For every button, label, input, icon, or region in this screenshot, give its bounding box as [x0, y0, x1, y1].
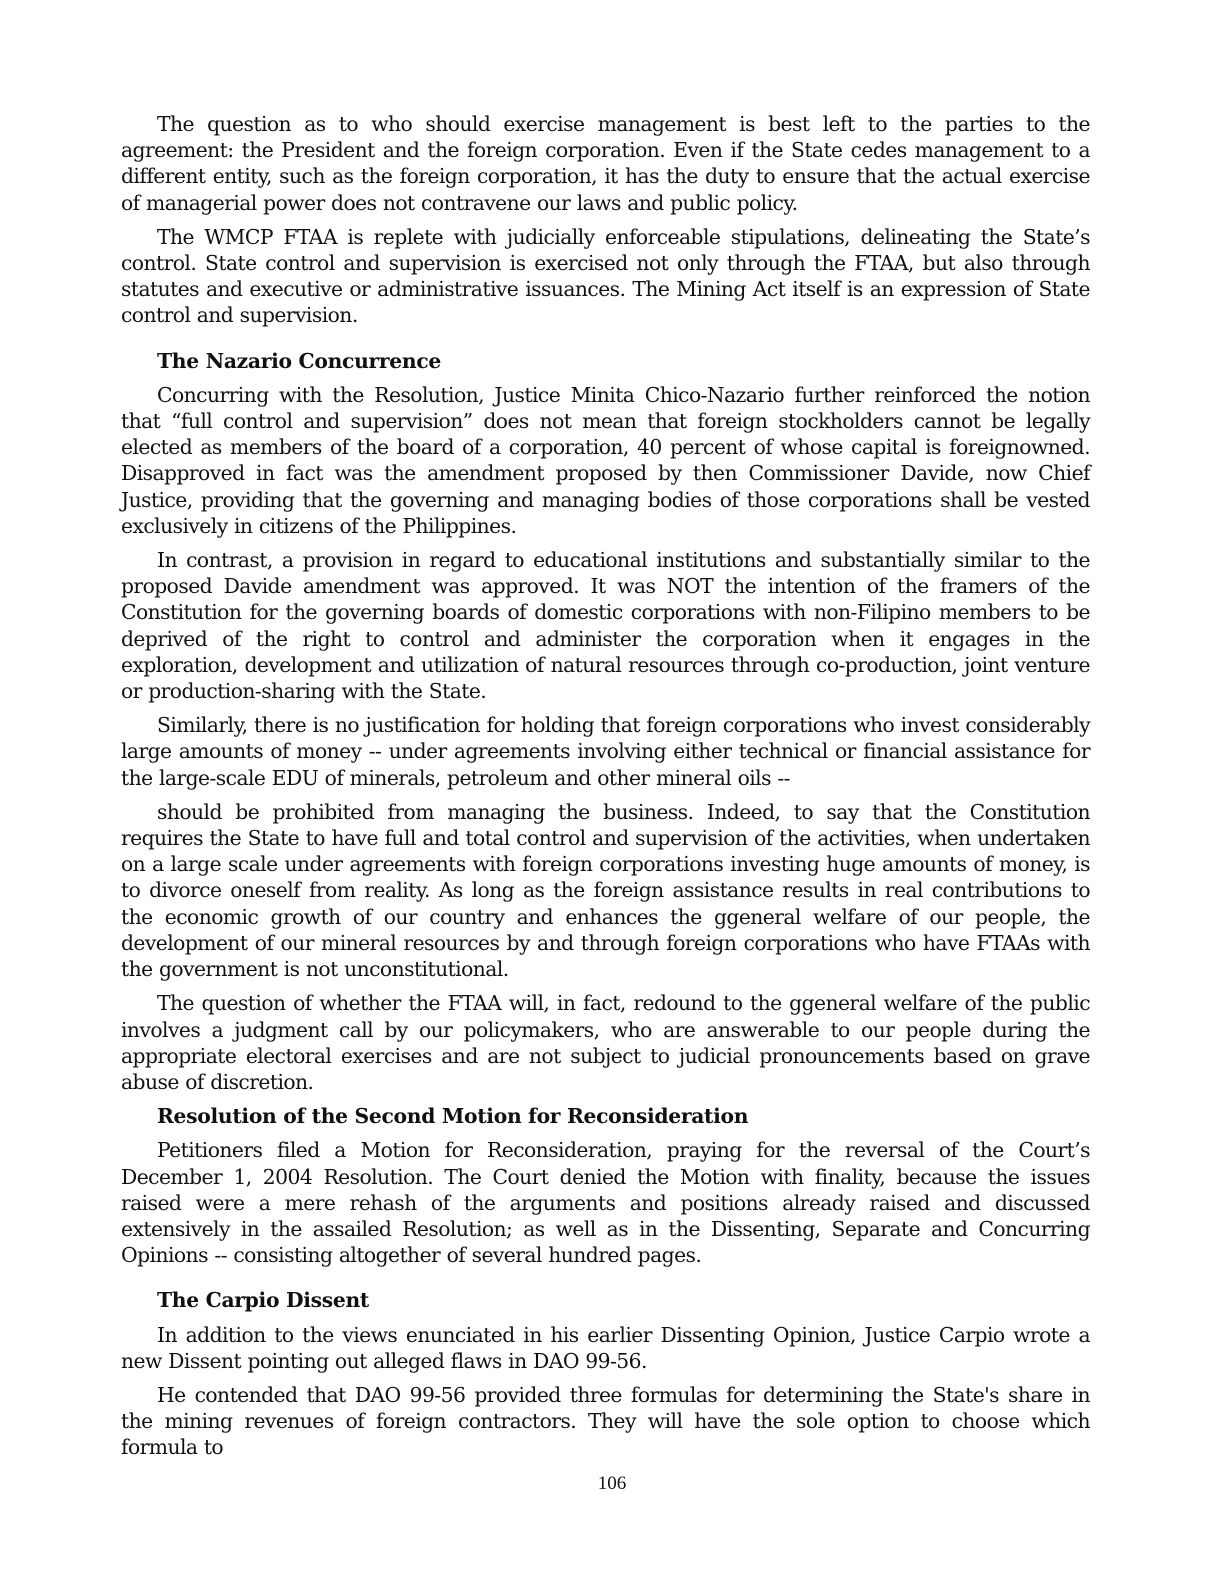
section-heading-carpio-dissent: The Carpio Dissent: [157, 1288, 369, 1313]
paragraph-management: The question as to who should exercise management is best left to the parties to the agreement: the President and the foreign corporation. Even if the State cedes management to a different entity, such as the foreign corporation, it has the duty to ensure that the actual exercise of managerial power does not contravene our laws and public policy.: [121, 112, 1090, 215]
page-number: 106: [597, 1473, 627, 1494]
paragraph-similarly: Similarly, there is no justification for holding that foreign corporations who invest considerably large amounts of money -- under agreements involving either technical or financial assistance for the large-scale EDU of minerals, petroleum and other mineral oils --: [121, 713, 1090, 790]
paragraph-in-contrast: In contrast, a provision in regard to educational institutions and substantially similar to the proposed Davide amendment was approved. It was NOT the intention of the framers of the Constitution for the governing boards of domestic corporations with non-Filipino members to be deprived of the right to control and administer the corporation when it engages in the exploration, development and utilization of natural resources through co-production, joint venture or production-sharing with the State.: [121, 548, 1090, 704]
paragraph-wmcp-ftaa: The WMCP FTAA is replete with judicially enforceable stipulations, delineating the State’s control. State control and supervision is exercised not only through the FTAA, but also through statutes and executive or administrative issuances. The Mining Act itself is an expression of State control and supervision.: [121, 224, 1090, 328]
paragraph-prohibited-managing: should be prohibited from managing the business. Indeed, to say that the Constitution requires the State to have full and total control and supervision of the activities, when undertaken on a large scale under agreements with foreign corporations investing huge amounts of money, is to divorce oneself from reality. As long as the foreign assistance results in real contributions to the economic growth of our country and enhances the ggeneral welfare of our people, the development of our mineral resources by and through foreign corporations who have FTAAs with the government is not unconstitutional.: [121, 799, 1090, 982]
paragraph-petitioners-filed: Petitioners filed a Motion for Reconsideration, praying for the reversal of the Court’s December 1, 2004 Resolution. The Court denied the Motion with finality, because the issues raised were a mere rehash of the arguments and positions already raised and discussed extensively in the assailed Resolution; as well as in the Dissenting, Separate and Concurring Opinions -- consisting altogether of several hundred pages.: [121, 1138, 1090, 1268]
section-heading-nazario-concurrence: The Nazario Concurrence: [157, 348, 441, 373]
section-heading-second-motion: Resolution of the Second Motion for Reconsideration: [157, 1104, 749, 1129]
paragraph-judgment-call: The question of whether the FTAA will, in fact, redound to the ggeneral welfare of the public involves a judgment call by our policymakers, who are answerable to our people during the appropriate electoral exercises and are not subject to judicial pronouncements based on grave abuse of discretion.: [121, 991, 1090, 1094]
paragraph-three-formulas: He contended that DAO 99-56 provided three formulas for determining the State's share in the mining revenues of foreign contractors. They will have the sole option to choose which formula to: [121, 1382, 1090, 1460]
document-page: [121, 111, 1090, 1469]
paragraph-concurring: Concurring with the Resolution, Justice Minita Chico-Nazario further reinforced the notion that “full control and supervision” does not mean that foreign stockholders cannot be legally elected as members of the board of a corporation, 40 percent of whose capital is foreignowned. Disapproved in fact was the amendment proposed by then Commissioner Davide, now Chief Justice, providing that the governing and managing bodies of those corporations shall be vested exclusively in citizens of the Philippines.: [121, 382, 1090, 538]
paragraph-carpio-views: In addition to the views enunciated in his earlier Dissenting Opinion, Justice Carpio wrote a new Dissent pointing out alleged flaws in DAO 99-56.: [121, 1322, 1090, 1373]
